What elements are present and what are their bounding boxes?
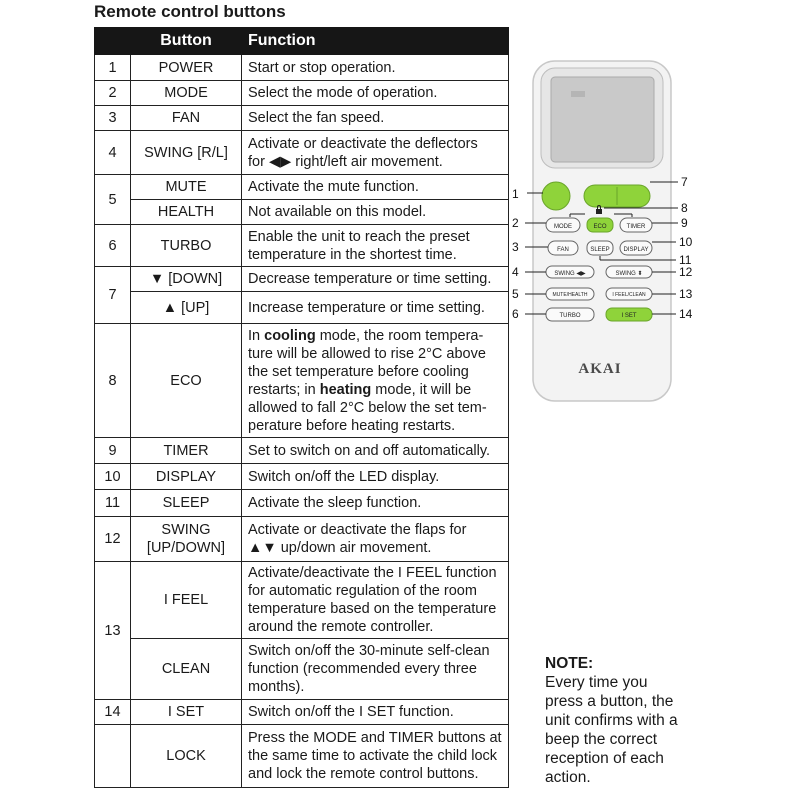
callout-1: 1	[512, 187, 519, 201]
function-text: for	[248, 153, 269, 170]
row-button: SLEEP	[131, 490, 242, 517]
power-key	[542, 182, 570, 210]
function-text: Activate or deactivate the deflectors	[248, 135, 478, 152]
button-label: [UP]	[181, 299, 210, 316]
left-right-arrows-icon: ◀▶	[268, 153, 292, 170]
row-function: Switch on/off the I SET function.	[242, 700, 509, 725]
row-function: Activate the sleep function.	[242, 490, 509, 517]
brand-logo: AKAI	[578, 361, 622, 377]
callout-14: 14	[679, 307, 693, 321]
row-function: Decrease temperature or time setting.	[242, 267, 509, 292]
swing-ud-key-label: SWING ⬍	[615, 271, 643, 277]
function-text: right/left air movement.	[291, 153, 443, 170]
row-button: SWING [R/L]	[131, 131, 242, 175]
note-box	[545, 654, 685, 787]
turbo-key-label: TURBO	[559, 313, 581, 319]
row-num: 1	[95, 55, 131, 81]
callout-11: 11	[679, 253, 692, 267]
row-num: 13	[95, 562, 131, 700]
row-function: Switch on/off the LED display.	[242, 464, 509, 490]
fan-key-label: FAN	[557, 247, 569, 253]
function-text: In	[248, 327, 265, 344]
display-key-label: DISPLAY	[623, 247, 649, 253]
mute-health-key-label: MUTE/HEALTH	[552, 292, 588, 298]
row-button: POWER	[131, 55, 242, 81]
callout-12: 12	[679, 265, 693, 279]
row-num: 3	[95, 106, 131, 131]
row-num: 9	[95, 438, 131, 464]
row-button: MODE	[131, 81, 242, 106]
note-text: Every time you press a button, the unit confirms with a beep the correct reception of each action.	[545, 674, 678, 786]
ifeel-clean-key-label: I FEEL/CLEAN	[612, 292, 646, 298]
callout-8: 8	[681, 201, 688, 215]
row-function: Switch on/off the 30-minute self-clean function (recommended every three months).	[242, 639, 509, 700]
callout-2: 2	[512, 216, 519, 230]
lcd-screen	[551, 77, 654, 162]
row-function: Activate/deactivate the I FEEL function for automatic regulation of the room temperature based on the temperature around the remote controller.	[242, 562, 509, 639]
row-function: Set to switch on and off automatically.	[242, 438, 509, 464]
row-num: 6	[95, 225, 131, 267]
row-num: 2	[95, 81, 131, 106]
row-button: CLEAN	[131, 639, 242, 700]
row-num: 12	[95, 517, 131, 562]
iset-key-label: I SET	[621, 313, 637, 319]
swing-lr-key-label: SWING ◀▶	[554, 271, 586, 277]
function-emphasis: cooling	[264, 327, 316, 344]
header-button: Button	[131, 28, 242, 55]
down-arrow-icon: ▼	[149, 271, 165, 287]
sleep-key-label: SLEEP	[590, 247, 610, 253]
up-down-arrows-icon: ▲▼	[248, 540, 277, 556]
callout-9: 9	[681, 216, 688, 230]
row-function: Select the mode of operation.	[242, 81, 509, 106]
row-function: Activate the mute function.	[242, 175, 509, 200]
row-button: HEALTH	[131, 200, 242, 225]
row-button: LOCK	[131, 725, 242, 788]
row-num: 5	[95, 175, 131, 225]
row-function: Increase temperature or time setting.	[242, 292, 509, 324]
callout-6: 6	[512, 307, 519, 321]
row-button: TIMER	[131, 438, 242, 464]
row-num: 10	[95, 464, 131, 490]
button-label: SWING	[161, 522, 211, 538]
row-function: Press the MODE and TIMER buttons at the same time to activate the child lock and lock the remote control buttons.	[242, 725, 509, 788]
row-num: 14	[95, 700, 131, 725]
note-heading: NOTE:	[545, 655, 594, 672]
row-button: FAN	[131, 106, 242, 131]
mode-key-label: MODE	[554, 224, 572, 230]
row-button: ECO	[131, 324, 242, 438]
callout-4: 4	[512, 265, 519, 279]
row-function: Enable the unit to reach the preset temperature in the shortest time.	[242, 225, 509, 267]
function-text: mode, the room tempera-ture will be allowed to rise 2°C above the set temperature before cooling restarts; in	[248, 327, 486, 398]
up-arrow-icon: ▲	[162, 299, 178, 316]
function-text: mode, it will be allowed to fall 2°C below the set tem-perature before heating restarts.	[248, 381, 487, 434]
callout-13: 13	[679, 287, 693, 301]
screen-indicator-icon	[571, 91, 585, 97]
row-button: MUTE	[131, 175, 242, 200]
row-num: 7	[95, 267, 131, 324]
eco-key-label: ECO	[593, 224, 607, 230]
row-function: Select the fan speed.	[242, 106, 509, 131]
row-button: DISPLAY	[131, 464, 242, 490]
row-function: Start or stop operation.	[242, 55, 509, 81]
row-button: I FEEL	[131, 562, 242, 639]
callout-3: 3	[512, 240, 519, 254]
timer-key-label: TIMER	[626, 224, 646, 230]
function-text: up/down air movement.	[276, 540, 432, 556]
button-label: [DOWN]	[168, 271, 223, 287]
function-text: Activate or deactivate the flaps for	[248, 522, 467, 538]
button-label: [UP/DOWN]	[146, 540, 226, 556]
row-function: Not available on this model.	[242, 200, 509, 225]
function-emphasis: heating	[319, 381, 372, 398]
page-title: Remote control buttons	[94, 2, 286, 21]
row-button: TURBO	[131, 225, 242, 267]
callout-7: 7	[681, 175, 688, 189]
row-num: 11	[95, 490, 131, 517]
row-num: 8	[95, 324, 131, 438]
header-function: Function	[242, 28, 509, 55]
row-num: 4	[95, 131, 131, 175]
callout-10: 10	[679, 235, 693, 249]
callout-5: 5	[512, 287, 519, 301]
row-button: I SET	[131, 700, 242, 725]
lock-icon	[596, 209, 602, 214]
